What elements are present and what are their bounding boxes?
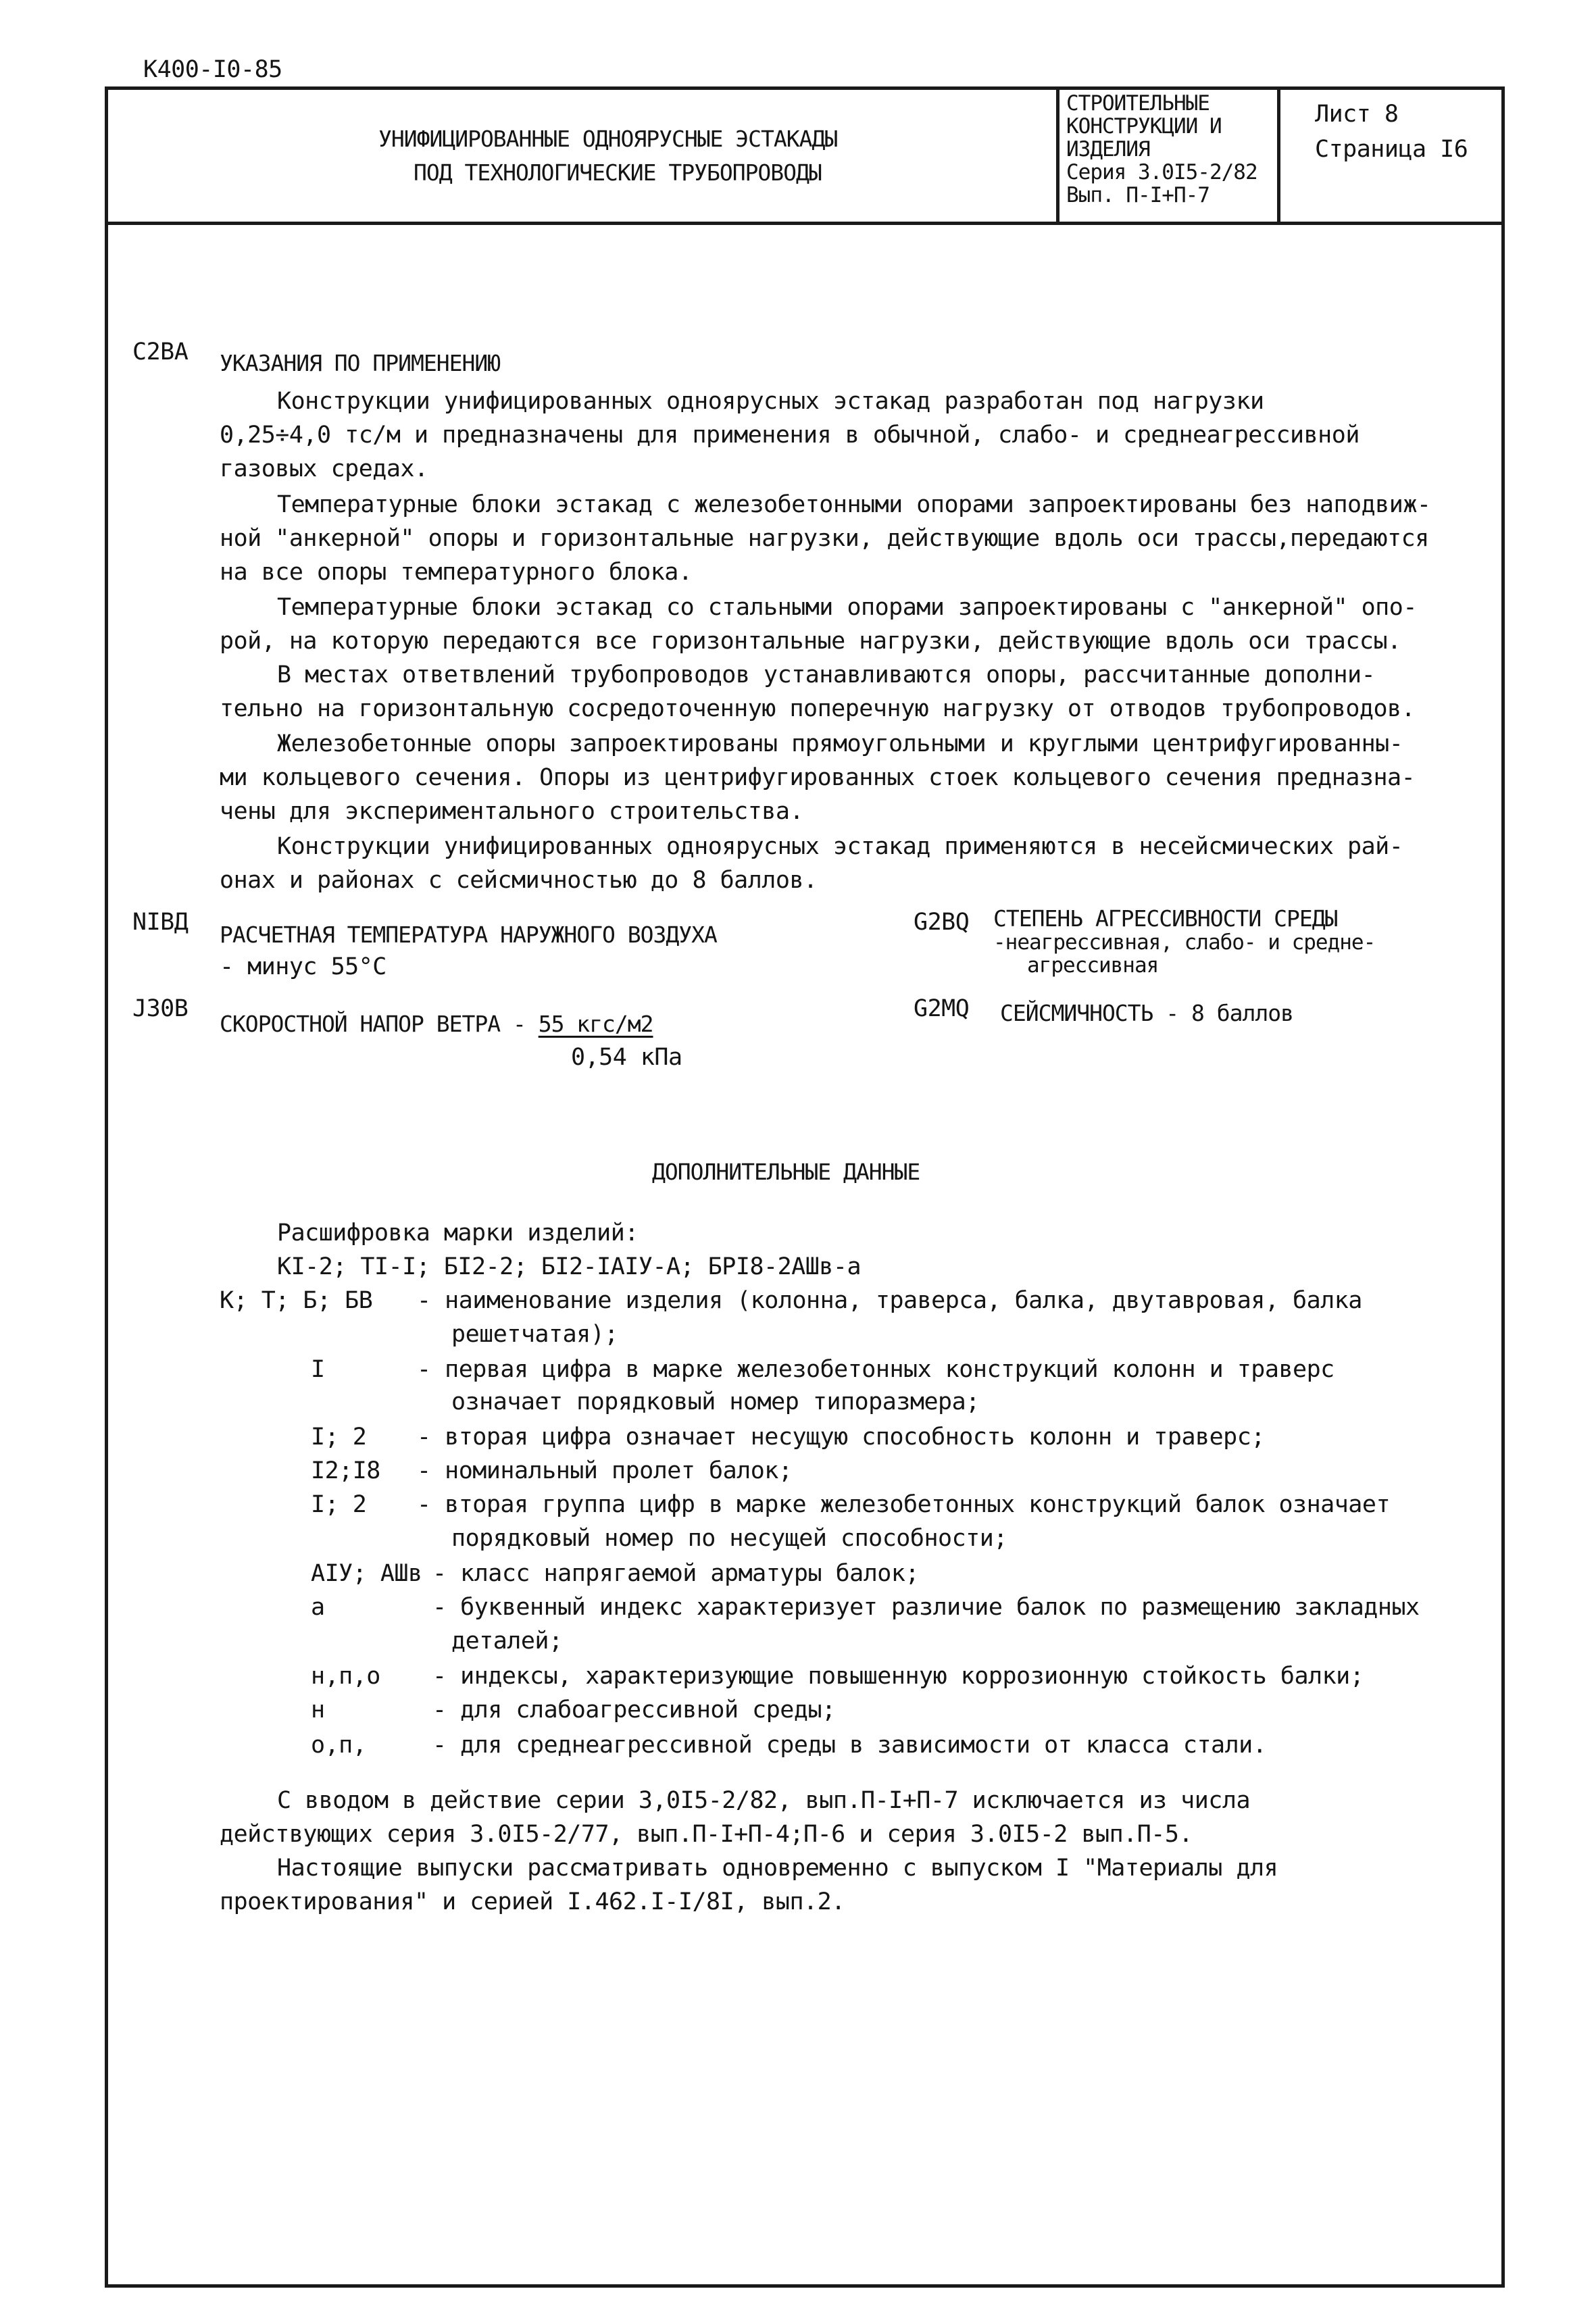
mark-key: I; 2: [311, 1491, 367, 1518]
body-line: Конструкции унифицированных одноярусных эстакад применяются в несейсмических рай-: [277, 833, 1403, 860]
mark-text: - класс напрягаемой арматуры балок;: [432, 1560, 920, 1587]
mark-key: I2;I8: [311, 1457, 380, 1484]
series-line: СТРОИТЕЛЬНЫЕ: [1066, 91, 1210, 116]
mark-text: - номинальный пролет балок;: [417, 1457, 793, 1484]
mark-key: н,п,о: [311, 1663, 380, 1690]
body-line: чены для экспериментального строительства.: [220, 798, 804, 825]
mark-key: о,п,: [311, 1732, 367, 1759]
header-series: [1066, 92, 1257, 207]
param-code-temp: NIВД: [132, 909, 189, 936]
series-line: Серия 3.0I5-2/82: [1066, 160, 1257, 184]
section-code: С2ВА: [132, 338, 189, 366]
closing-line: С вводом в действие серии 3,0I5-2/82, вып.П-I+П-7 исключается из числа: [277, 1787, 1251, 1814]
additional-intro: Расшифровка марки изделий:: [277, 1219, 639, 1247]
page-frame: [105, 86, 1505, 2288]
additional-heading: ДОПОЛНИТЕЛЬНЫЕ ДАННЫЕ: [652, 1159, 920, 1185]
mark-text: - вторая цифра означает несущую способность колонн и траверс;: [417, 1424, 1265, 1451]
mark-text: - для среднеагрессивной среды в зависимости от класса стали.: [432, 1732, 1267, 1759]
mark-text: - буквенный индекс характеризует различие балок по размещению закладных: [432, 1594, 1420, 1621]
param-aggr-value2: агрессивная: [1027, 953, 1159, 978]
body-line: Железобетонные опоры запроектированы прямоугольными и круглыми центрифугированны-: [277, 730, 1403, 757]
mark-cont: деталей;: [451, 1628, 563, 1655]
header-divider: [105, 222, 1505, 225]
body-line: В местах ответвлений трубопроводов устанавливаются опоры, рассчитанные дополни-: [277, 661, 1376, 688]
body-line: тельно на горизонтальную сосредоточенную поперечную нагрузку от отводов трубопроводов.: [220, 695, 1416, 722]
param-wind: [220, 1011, 653, 1037]
sheet-number: Лист 8: [1315, 101, 1399, 128]
mark-text: - наименование изделия (колонна, траверса, балка, двутавровая, балка: [417, 1287, 1362, 1314]
page-number: Страница I6: [1315, 136, 1468, 163]
document-code: К400-I0-85: [143, 56, 282, 83]
param-wind-value2: 0,54 кПа: [571, 1044, 682, 1071]
param-wind-label: СКОРОСТНОЙ НАПОР ВЕТРА -: [220, 1011, 539, 1037]
series-line: КОНСТРУКЦИИ И: [1066, 114, 1222, 139]
body-line: рой, на которую передаются все горизонтальные нагрузки, действующие вдоль оси трассы.: [220, 628, 1401, 655]
mark-key: I: [311, 1356, 325, 1383]
body-line: 0,25÷4,0 тс/м и предназначены для применения в обычной, слабо- и среднеагрессивной: [220, 422, 1360, 449]
mark-text: - вторая группа цифр в марке железобетонных конструкций балок означает: [417, 1491, 1391, 1518]
mark-cont: порядковый номер по несущей способности;: [451, 1525, 1007, 1552]
mark-text: - индексы, характеризующие повышенную коррозионную стойкость балки;: [432, 1663, 1364, 1690]
header-title-line1: УНИФИЦИРОВАННЫЕ ОДНОЯРУСНЫЕ ЭСТАКАДЫ: [378, 126, 838, 152]
header-separator-1: [1056, 86, 1059, 223]
param-aggr-value1: -неагрессивная, слабо- и средне-: [993, 930, 1376, 955]
mark-cont: означает порядковый номер типоразмера;: [451, 1388, 980, 1415]
body-line: Температурные блоки эстакад с железобетонными опорами запроектированы без наподвиж-: [277, 491, 1431, 518]
param-temp-value: - минус 55°С: [220, 953, 386, 980]
param-aggr-label: СТЕПЕНЬ АГРЕССИВНОСТИ СРЕДЫ: [993, 905, 1338, 932]
mark-key: К; Т; Б; БВ: [220, 1287, 373, 1314]
body-line: газовых средах.: [220, 455, 428, 482]
mark-text: - для слабоагрессивной среды;: [432, 1696, 836, 1724]
mark-key: АIУ; АШв: [311, 1560, 422, 1587]
body-line: онах и районах с сейсмичностью до 8 баллов.: [220, 867, 818, 894]
body-line: Конструкции унифицированных одноярусных эстакад разработан под нагрузки: [277, 388, 1264, 415]
header-separator-2: [1277, 86, 1280, 223]
param-code-wind: J30В: [132, 995, 189, 1022]
series-line: Вып. П-I+П-7: [1066, 183, 1210, 207]
mark-cont: решетчатая);: [451, 1321, 618, 1348]
mark-key: н: [311, 1696, 325, 1724]
body-line: ной "анкерной" опоры и горизонтальные нагрузки, действующие вдоль оси трассы,передаются: [220, 525, 1429, 552]
param-code-aggr: G2ВQ: [914, 909, 970, 936]
additional-marks: КI-2; ТI-I; БI2-2; БI2-IАIУ-А; БРI8-2АШв-а: [277, 1253, 862, 1280]
section-heading: УКАЗАНИЯ ПО ПРИМЕНЕНИЮ: [220, 350, 501, 376]
closing-line: проектирования" и серией I.462.I-I/8I, вып.2.: [220, 1888, 845, 1915]
body-line: Температурные блоки эстакад со стальными опорами запроектированы с "анкерной" опо-: [277, 594, 1417, 621]
param-seism-label: СЕЙСМИЧНОСТЬ - 8 баллов: [1000, 1000, 1293, 1026]
body-line: на все опоры температурного блока.: [220, 559, 693, 586]
mark-text: - первая цифра в марке железобетонных конструкций колонн и траверс: [417, 1356, 1335, 1383]
param-temp-label: РАСЧЕТНАЯ ТЕМПЕРАТУРА НАРУЖНОГО ВОЗДУХА: [220, 922, 717, 948]
body-line: ми кольцевого сечения. Опоры из центрифугированных стоек кольцевого сечения предназна-: [220, 764, 1416, 791]
mark-key: I; 2: [311, 1424, 367, 1451]
header-title-line2: ПОД ТЕХНОЛОГИЧЕСКИЕ ТРУБОПРОВОДЫ: [414, 159, 822, 186]
param-wind-value: 55 кгс/м2: [538, 1011, 653, 1037]
series-line: ИЗДЕЛИЯ: [1066, 137, 1150, 161]
closing-line: действующих серия 3.0I5-2/77, вып.П-I+П-4;П-6 и серия 3.0I5-2 вып.П-5.: [220, 1821, 1193, 1848]
param-code-seism: G2МQ: [914, 995, 970, 1022]
mark-key: а: [311, 1594, 325, 1621]
closing-line: Настоящие выпуски рассматривать одновременно с выпуском I "Материалы для: [277, 1855, 1278, 1882]
